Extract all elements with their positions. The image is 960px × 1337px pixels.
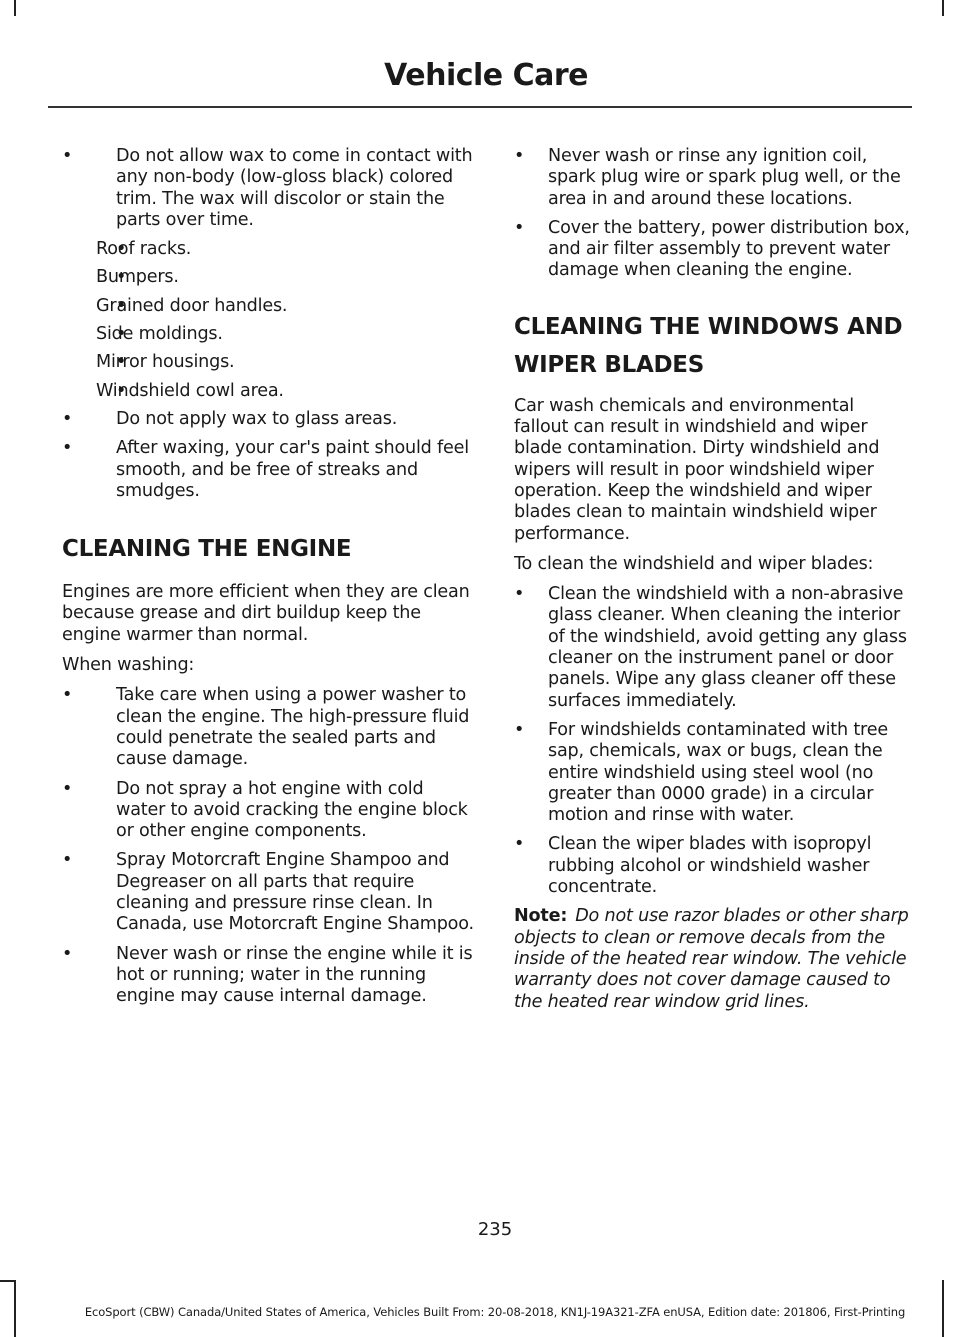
list-item: • Do not allow wax to come in contact with any non-body (low-gloss black) colored trim. The wax will discolor or stain the parts over time. — [62, 146, 474, 231]
paragraph: Car wash chemicals and environmental fallout can result in windshield and wiper blade contamination. Dirty windshield and wipers will result in poor windshield wiper operation. Keep the windshield and wiper blades clean to maintain windshield wiper performance. — [514, 395, 880, 544]
section-heading-windows — [514, 308, 910, 384]
list-item: • After waxing, your car's paint should feel smooth, and be free of streaks and smudges. — [62, 438, 474, 502]
list-item: • Take care when using a power washer to clean the engine. The high-pressure fluid could penetrate the sealed parts and cause damage. — [62, 685, 474, 770]
heading-line-2: WIPER BLADES — [514, 351, 704, 378]
list-item: • Never wash or rinse any ignition coil, spark plug wire or spark plug well, or the area in and around these locations. — [514, 146, 910, 210]
note — [514, 906, 910, 1012]
list-item: • Never wash or rinse the engine while it is hot or running; water in the running engine may cause internal damage. — [62, 944, 474, 1008]
paragraph: Engines are more efficient when they are clean because grease and dirt buildup keep the engine warmer than normal. — [62, 582, 470, 645]
footer-text: EcoSport (CBW) Canada/United States of America, Vehicles Built From: 20-08-2018, KN1J-19A321-ZFA enUSA, Edition date: 201806, First-Printing — [84, 1305, 906, 1319]
list-item: • Do not apply wax to glass areas. — [62, 409, 474, 430]
page-header-title: Vehicle Care — [384, 58, 588, 93]
crop-mark-bottom-left-h — [0, 1280, 16, 1282]
list-item: • Grained door handles. — [62, 296, 474, 317]
list-item: • Bumpers. — [62, 267, 474, 288]
right-column — [514, 146, 910, 1013]
list-item: • Do not spray a hot engine with cold water to avoid cracking the engine block or other engine components. — [62, 779, 474, 843]
list-item: • Windshield cowl area. — [62, 381, 474, 402]
note-text: Do not use razor blades or other sharp objects to clean or remove decals from the inside of the heated rear window. The vehicle warranty does not cover damage caused to the heated rear window grid lines. — [514, 906, 909, 1012]
paragraph: To clean the windshield and wiper blades: — [514, 553, 874, 574]
list-item: • Clean the wiper blades with isopropyl rubbing alcohol or windshield washer concentrate. — [514, 834, 910, 898]
crop-mark-top-left — [14, 0, 16, 16]
list-item: • Mirror housings. — [62, 352, 474, 373]
header-divider — [48, 106, 912, 108]
note-label: Note: — [514, 906, 568, 927]
wax-parts-list — [8, 239, 474, 402]
left-column — [62, 146, 474, 1016]
heading-line-1: CLEANING THE WINDOWS AND — [514, 313, 903, 340]
page-number: 235 — [477, 1219, 513, 1240]
list-item: • Cover the battery, power distribution box, and air filter assembly to prevent water damage when cleaning the engine. — [514, 218, 910, 282]
list-item: • Spray Motorcraft Engine Shampoo and Degreaser on all parts that require cleaning and pressure rinse clean. In Canada, use Motorcraft Engine Shampoo. — [62, 850, 474, 935]
section-heading-engine: CLEANING THE ENGINE — [62, 536, 352, 563]
list-item: • For windshields contaminated with tree sap, chemicals, wax or bugs, clean the entire windshield using steel wool (no greater than 0000 grade) in a circular motion and rinse with water. — [514, 720, 910, 826]
list-item: • Side moldings. — [62, 324, 474, 345]
paragraph: When washing: — [62, 655, 195, 676]
crop-mark-top-right — [942, 0, 944, 16]
list-item: • Roof racks. — [62, 239, 474, 260]
list-item: • Clean the windshield with a non-abrasive glass cleaner. When cleaning the interior of the windshield, avoid getting any glass cleaner on the instrument panel or door panels. Wipe any glass cleaner off these surfaces immediately. — [514, 584, 910, 712]
